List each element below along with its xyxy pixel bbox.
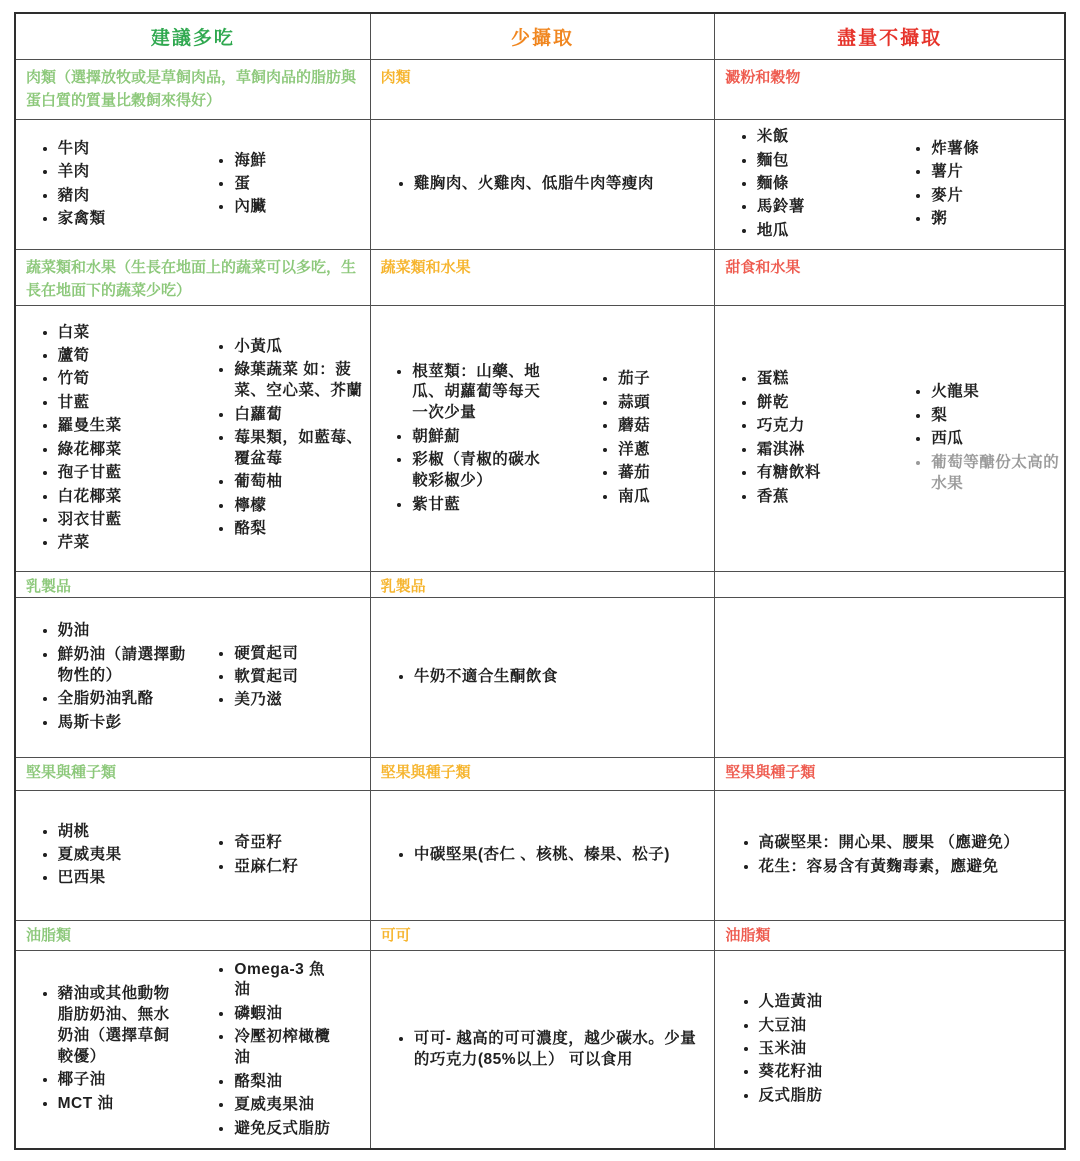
food-list — [16, 320, 193, 557]
list-item: • 豬油或其他動物脂肪奶油、無水奶油（選擇草飼較優） — [58, 984, 185, 1068]
list-item: • 奇亞籽 — [234, 833, 369, 854]
section-cocoa-eat-less: 可可 — [371, 921, 716, 951]
list-item: • 地瓜 — [757, 221, 890, 242]
food-list — [16, 982, 193, 1118]
list-item: • 避免反式脂肪 — [234, 1119, 339, 1140]
list-item: • 馬斯卡彭 — [58, 713, 193, 734]
list-item: • 白菜 — [58, 323, 193, 344]
list-item: • 牛奶不適合生酮飲食 — [414, 667, 705, 688]
list-item: • 根莖類：山藥、地瓜、胡蘿蔔等每天一次少量 — [412, 362, 542, 425]
oils-avoid-list-cell — [715, 951, 1064, 1148]
column-header-recommended: 建議多吃 — [16, 14, 371, 60]
list-item: • 全脂奶油乳酪 — [58, 689, 193, 710]
list-item: • 麵包 — [757, 151, 890, 172]
list-item: • 夏威夷果油 — [234, 1095, 339, 1116]
list-item: • 葡萄柚 — [234, 472, 369, 493]
section-meat-recommended: 肉類（選擇放牧或是草飼肉品，草飼肉品的脂肪與蛋白質的質量比穀飼來得好） — [16, 60, 371, 120]
food-list — [576, 367, 650, 510]
food-list — [16, 136, 193, 232]
oils-recommended-list-cell — [16, 951, 371, 1148]
list-item: • 椰子油 — [58, 1070, 185, 1091]
food-list — [890, 136, 1064, 232]
section-nuts-seeds-eat-less: 堅果與種子類 — [371, 758, 716, 791]
list-item: • 炸薯條 — [931, 139, 1064, 160]
list-item: • 餅乾 — [757, 393, 890, 414]
list-item: • 竹筍 — [58, 369, 193, 390]
list-item: • 麵條 — [757, 174, 890, 195]
list-item: • 莓果類，如藍莓、覆盆莓 — [234, 428, 369, 470]
list-item: • 美乃滋 — [234, 690, 369, 711]
list-item: • 反式脂肪 — [759, 1086, 1054, 1107]
list-item: • 奶油 — [58, 621, 193, 642]
list-item: • 高碳堅果：開心果、腰果 （應避免） — [759, 833, 1054, 854]
list-item: • 玉米油 — [759, 1039, 1054, 1060]
dairy-eat-less-list-cell — [371, 598, 716, 758]
section-nuts-seeds-recommended: 堅果與種子類 — [16, 758, 371, 791]
list-item: • 硬質起司 — [234, 644, 369, 665]
list-item: • 雞胸肉、火雞肉、低脂牛肉等瘦肉 — [414, 174, 705, 195]
food-list — [715, 367, 889, 510]
list-item: • 梨 — [931, 406, 1064, 427]
nuts-recommended-list-cell — [16, 791, 371, 921]
list-item: • 蕃茄 — [618, 463, 650, 484]
list-item: • 酪梨油 — [234, 1072, 339, 1093]
list-item: • 馬鈴薯 — [757, 197, 890, 218]
list-item: • MCT 油 — [58, 1094, 185, 1115]
list-item: • 葡萄等醣份太高的水果 — [931, 453, 1064, 495]
list-item: • 麥片 — [931, 186, 1064, 207]
list-item: • 孢子甘藍 — [58, 463, 193, 484]
list-item: • 白蘿蔔 — [234, 405, 369, 426]
section-dairy-avoid-empty — [715, 572, 1064, 598]
list-item: • 洋蔥 — [618, 440, 650, 461]
list-item: • 蘑菇 — [618, 416, 650, 437]
list-item: • 冷壓初榨橄欖油 — [234, 1027, 339, 1069]
list-item: • 彩椒（青椒的碳水較彩椒少） — [412, 450, 542, 492]
food-list — [890, 380, 1064, 497]
list-item: • 亞麻仁籽 — [234, 857, 369, 878]
food-list — [16, 619, 193, 736]
list-item: • 茄子 — [618, 369, 650, 390]
list-item: • 家禽類 — [58, 209, 193, 230]
list-item: • 蛋糕 — [757, 369, 890, 390]
list-item: • 南瓜 — [618, 487, 650, 508]
list-item: • 葵花籽油 — [759, 1062, 1054, 1083]
section-oils-avoid: 油脂類 — [715, 921, 1064, 951]
list-item: • 酪梨 — [234, 519, 369, 540]
cocoa-eat-less-list-cell — [371, 951, 716, 1148]
food-list — [193, 334, 370, 542]
food-list — [379, 843, 715, 869]
list-item: • 巴西果 — [58, 868, 193, 889]
list-item: • 紫甘藍 — [412, 495, 542, 516]
list-item: • 豬肉 — [58, 186, 193, 207]
food-list — [16, 819, 193, 892]
section-dairy-eat-less: 乳製品 — [371, 572, 716, 598]
list-item: • 胡桃 — [58, 822, 193, 843]
list-item: • 米飯 — [757, 127, 890, 148]
section-vegetables-fruit-eat-less: 蔬菜類和水果 — [371, 250, 716, 306]
list-item: • 蛋 — [234, 174, 369, 195]
list-item: • 香蕉 — [757, 487, 890, 508]
list-item: • 薯片 — [931, 162, 1064, 183]
food-list — [379, 665, 715, 691]
food-list — [379, 172, 715, 198]
list-item: • 蒜頭 — [618, 393, 650, 414]
column-header-avoid: 盡量不攝取 — [715, 14, 1064, 60]
list-item: • 綠葉蔬菜 如：菠菜、空心菜、芥蘭 — [234, 360, 369, 402]
starch-grains-avoid-list-cell — [715, 120, 1064, 250]
list-item: • 內臟 — [234, 197, 369, 218]
food-list — [371, 359, 543, 518]
food-list — [193, 148, 370, 221]
list-item: • 甘藍 — [58, 393, 193, 414]
list-item: • 羅曼生菜 — [58, 416, 193, 437]
vegetables-recommended-list-cell — [16, 306, 371, 572]
section-vegetables-fruit-recommended: 蔬菜類和水果（生長在地面上的蔬菜可以多吃，生長在地面下的蔬菜少吃） — [16, 250, 371, 306]
list-item: • 有糖飲料 — [757, 463, 890, 484]
list-item: • 大豆油 — [759, 1016, 1054, 1037]
food-list — [193, 831, 370, 880]
list-item: • 鮮奶油（請選擇動物性的） — [58, 645, 193, 687]
list-item: • 海鮮 — [234, 151, 369, 172]
section-sweets-fruit-avoid: 甜食和水果 — [715, 250, 1064, 306]
list-item: • 綠花椰菜 — [58, 440, 193, 461]
food-list — [379, 1026, 715, 1073]
list-item: • 可可- 越高的可可濃度，越少碳水。少量的巧克力(85%以上） 可以食用 — [414, 1029, 705, 1071]
section-meat-eat-less: 肉類 — [371, 60, 716, 120]
nuts-eat-less-list-cell — [371, 791, 716, 921]
list-item: • 粥 — [931, 209, 1064, 230]
list-item: • 西瓜 — [931, 429, 1064, 450]
dairy-avoid-empty-cell — [715, 598, 1064, 758]
list-item: • 人造黃油 — [759, 992, 1054, 1013]
list-item: • 軟質起司 — [234, 667, 369, 688]
section-dairy-recommended: 乳製品 — [16, 572, 371, 598]
food-list — [723, 831, 1064, 880]
list-item: • 夏威夷果 — [58, 845, 193, 866]
section-oils-recommended: 油脂類 — [16, 921, 371, 951]
list-item: • 火龍果 — [931, 382, 1064, 403]
list-item: • Omega-3 魚油 — [234, 960, 339, 1002]
list-item: • 磷蝦油 — [234, 1004, 339, 1025]
keto-food-table — [14, 12, 1066, 1150]
list-item: • 羊肉 — [58, 162, 193, 183]
list-item: • 朝鮮薊 — [412, 427, 542, 448]
food-list — [193, 641, 370, 714]
food-list — [193, 957, 370, 1142]
vegetables-eat-less-list-cell — [371, 306, 716, 572]
food-list — [723, 990, 1064, 1110]
meat-recommended-list-cell — [16, 120, 371, 250]
list-item: • 巧克力 — [757, 416, 890, 437]
list-item: • 檸檬 — [234, 496, 369, 517]
section-starch-grains-avoid: 澱粉和穀物 — [715, 60, 1064, 120]
nuts-avoid-list-cell — [715, 791, 1064, 921]
dairy-recommended-list-cell — [16, 598, 371, 758]
section-nuts-seeds-avoid: 堅果與種子類 — [715, 758, 1064, 791]
list-item: • 芹菜 — [58, 533, 193, 554]
sweets-fruit-avoid-list-cell — [715, 306, 1064, 572]
list-item: • 中碳堅果(杏仁 、核桃、榛果、松子) — [414, 845, 705, 866]
meat-eat-less-list-cell — [371, 120, 716, 250]
list-item: • 霜淇淋 — [757, 440, 890, 461]
list-item: • 白花椰菜 — [58, 487, 193, 508]
list-item: • 蘆筍 — [58, 346, 193, 367]
food-list — [715, 125, 889, 245]
column-header-eat-less: 少攝取 — [371, 14, 716, 60]
list-item: • 羽衣甘藍 — [58, 510, 193, 531]
list-item: • 牛肉 — [58, 139, 193, 160]
list-item: • 小黃瓜 — [234, 337, 369, 358]
list-item: • 花生：容易含有黃麴毒素，應避免 — [759, 857, 1054, 878]
